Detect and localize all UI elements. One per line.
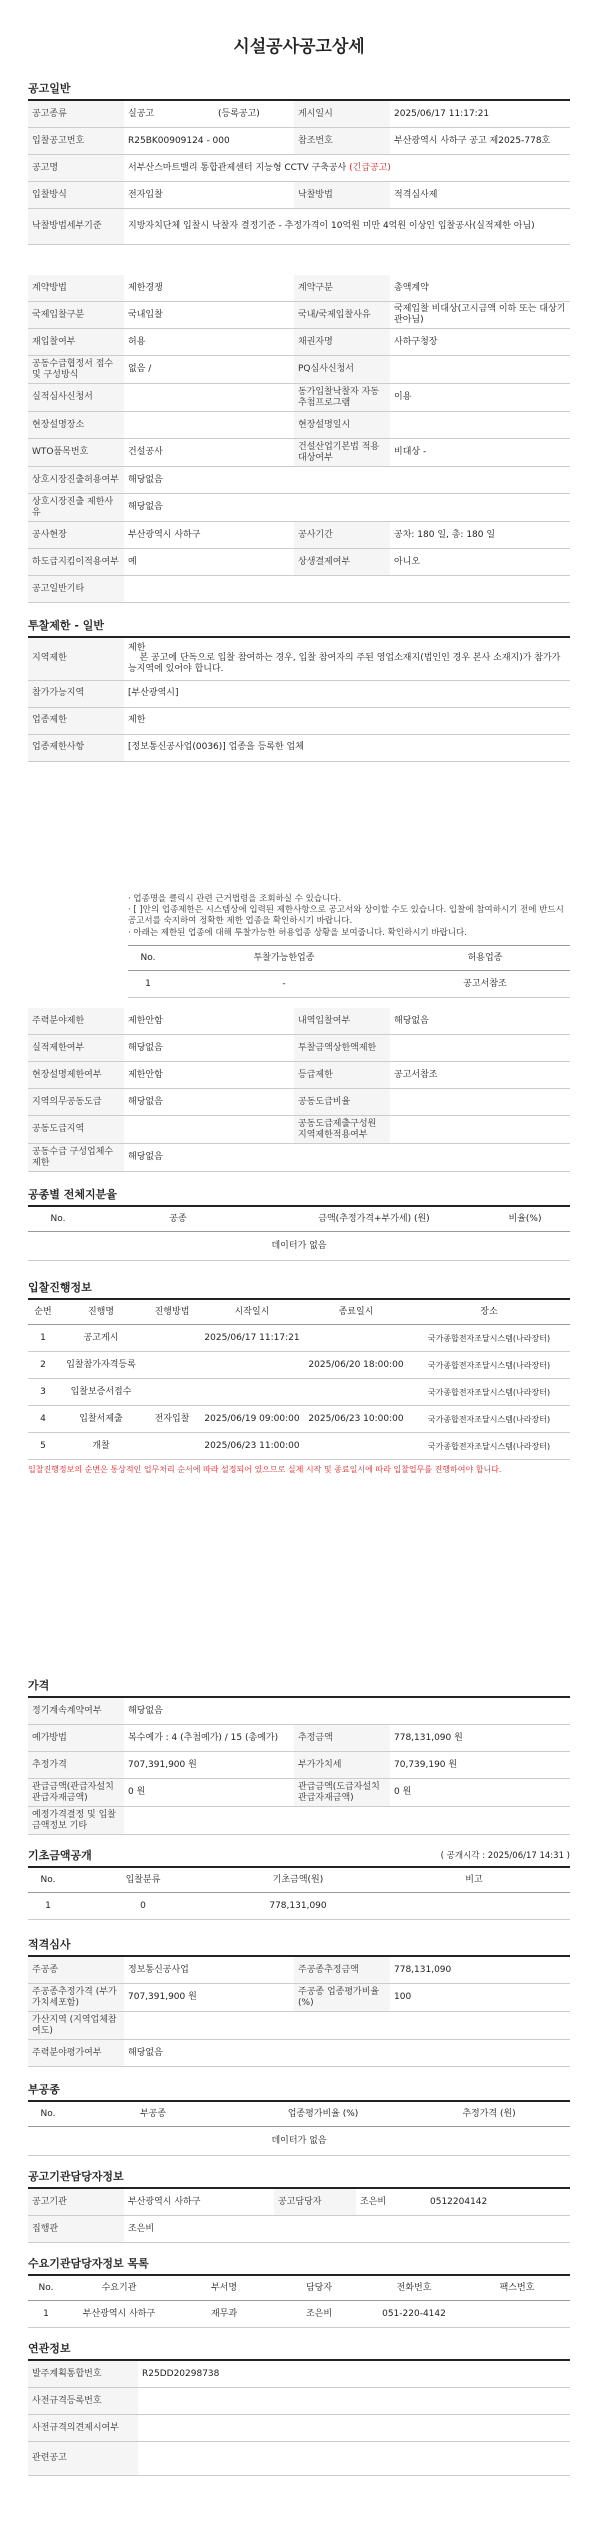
table-row: 공고기관 부산광역시 사하구 공고담당자 조은비 0512204142 [28, 2189, 570, 2216]
limit-hints: · 업종명을 클릭시 관련 근거법령을 조회하실 수 있습니다. · [ ]안의 업종제한은 시스템상에 입력된 제한사항으로 공고서와 상이할 수도 있습니다. 입찰에 참여하시기 전에 반드시 공고서를 숙지하여 정확한 제한 업종을 확인하시기 바랍니다. · 아래는 제한된 업종에 대해 투찰가능한 허용업종 상황을 보여줍니다. 확인하시기 바랍니다. [128, 893, 564, 938]
table-row: 관급금액(관급자설치 관급자재금액) 0 원 관급금액(도급자설치 관급자재금액) 0 원 [28, 1779, 570, 1807]
section-share [28, 1186, 570, 1261]
general-table [28, 101, 570, 245]
general-table-2 [28, 275, 570, 603]
section-title-agency: 공고기관담당자정보 [28, 2168, 570, 2189]
table-row: 공동수급 구성업체수제한 해당없음 [28, 1144, 570, 1172]
related-table [28, 2361, 570, 2476]
section-price [28, 1677, 570, 1835]
table-row: 공동도급지역 공동도급제출구성원 지역제한적용여부 [28, 1116, 570, 1144]
base-open-time: ( 공개시각 : 2025/06/17 14:31 ) [440, 1851, 570, 1862]
table-row: 지역제한 제한 본 공고에 단독으로 입찰 참여하는 경우, 입찰 참여자의 주된 영업소재지(법인인 경우 본사 소재지)가 참가가능지역에 있어야 합니다. [28, 638, 570, 680]
section-title-sub: 부공종 [28, 2081, 570, 2102]
table-row: 참가가능지역 [부산광역시] [28, 680, 570, 707]
page-title: 시설공사공고상세 [233, 37, 365, 57]
table-row: 1 - 공고서참조 [128, 971, 570, 998]
table-row: 주공종추정가격 (부가가치세포함) 707,391,900 원 주공종 업종평가비율(%) 100 [28, 1984, 570, 2012]
table-row: 주력분야평가여부 해당없음 [28, 2040, 570, 2067]
table-row: 하도급지킴이적용여부 예 상생결제여부 아니오 [28, 549, 570, 576]
table-row: 국제입찰구분 국내입찰 국내/국제입찰사유 국제입찰 비대상(고시금액 이하 또는 대상기관아님) [28, 302, 570, 329]
limit-table-2 [28, 1008, 570, 1172]
urgent-tag: (긴급공고) [349, 162, 391, 173]
section-title-qual: 적격심사 [28, 1936, 570, 1957]
progress-note: 입찰진행정보의 순번은 통상적인 업무처리 순서에 따라 설정되어 있으므로 실제 시작 및 종료일시에 따라 입찰업무를 진행하여야 합니다. [28, 1465, 502, 1475]
award-detail-link[interactable]: 지방자치단체 입찰시 낙찰자 결정기준 - 추정가격이 10억원 미만 4억원 이상인 입찰공사(실적제한 아님) [124, 209, 570, 245]
biz-requirement-link[interactable]: [정보통신공사업(0036)] 업종을 등록한 업체 [124, 734, 570, 761]
section-title-general: 공고일반 [28, 80, 570, 101]
table-row: 추정가격 707,391,900 원 부가가치세 70,739,190 원 [28, 1752, 570, 1779]
table-row: 관련공고 [28, 2442, 570, 2476]
order-plan-link[interactable]: R25DD20298738 [138, 2361, 570, 2388]
table-row: 1 공고게시 2025/06/17 11:17:21 국가종합전자조달시스템(나라장터) [28, 1325, 570, 1352]
table-row: 현장설명제한여부 제한안함 등급제한 공고서참조 [28, 1062, 570, 1089]
section-general [28, 80, 570, 603]
table-row: 업종제한 제한 [28, 707, 570, 734]
limit-table [28, 638, 570, 762]
sub-table [28, 2102, 570, 2156]
table-row: 사전규격등록번호 [28, 2388, 570, 2415]
empty-row: 데이터가 없음 [28, 1232, 570, 1261]
table-row: 예정가격결정 및 입찰금액정보 기타 [28, 1807, 570, 1835]
table-row: 발주계획통합번호 R25DD20298738 [28, 2361, 570, 2388]
table-row: 낙찰방법세부기준 지방자치단체 입찰시 낙찰자 결정기준 - 추정가격이 10억원 미만 4억원 이상인 입찰공사(실적제한 아님) [28, 209, 570, 245]
table-row: 지역의무공동도급 해당없음 공동도급비율 [28, 1089, 570, 1116]
demand-table [28, 2276, 570, 2328]
allowed-biz-table [128, 945, 570, 998]
bid-name[interactable]: 서부산스마트밸리 통합관제센터 지능형 CCTV 구축공사 (긴급공고) [124, 155, 570, 182]
price-table [28, 1698, 570, 1835]
table-row: 공동수급협정서 접수 및 구성방식 없음 / PQ심사신청서 [28, 356, 570, 384]
table-row: 2 입찰참가자격등록 2025/06/20 18:00:00 국가종합전자조달시스템(나라장터) [28, 1352, 570, 1379]
table-row: 가산지역 (지역업체참여도) [28, 2012, 570, 2040]
table-row: WTO품목번호 건설공사 건설산업기본법 적용대상여부 비대상 - [28, 439, 570, 467]
section-title-progress: 입찰진행정보 [28, 1279, 570, 1300]
table-row: 실적제한여부 해당없음 투찰금액상한액제한 [28, 1035, 570, 1062]
table-row: 현장설명장소 현장설명일시 [28, 412, 570, 439]
agency-table [28, 2189, 570, 2243]
section-progress [28, 1279, 570, 1479]
table-header: No. 입찰분류 기초금액(원) 비고 [28, 1868, 570, 1893]
table-row: 사전규격의견제시여부 [28, 2415, 570, 2442]
section-title-limit: 투찰제한 - 일반 [28, 617, 570, 638]
table-header: 순번 진행명 진행방법 시작일시 종료일시 장소 [28, 1300, 570, 1325]
table-row: 공고종류 실공고 (등록공고) 게시일시 2025/06/17 11:17:21 [28, 101, 570, 128]
table-row: 상호시장진출허용여부 해당없음 [28, 467, 570, 494]
section-title-demand: 수요기관담당자정보 목록 [28, 2255, 570, 2276]
empty-row: 데이터가 없음 [28, 2127, 570, 2156]
table-row: 4 입찰서제출 전자입찰 2025/06/19 09:00:00 2025/06/23 10:00:00 국가종합전자조달시스템(나라장터) [28, 1406, 570, 1433]
table-row: 실적심사신청서 동가입찰낙찰자 자동추첨프로그램 이용 [28, 384, 570, 412]
table-row: 계약방법 제한경쟁 계약구분 총액계약 [28, 275, 570, 302]
table-header: No. 투찰가능한업종 허용업종 [128, 946, 570, 971]
table-row: 상호시장진출 제한사유 해당없음 [28, 494, 570, 522]
table-row: 집행관 조은비 [28, 2216, 570, 2243]
table-row: 1 부산광역시 사하구 재무과 조은비 051-220-4142 [28, 2301, 570, 2328]
table-row: 공사현장 부산광역시 사하구 공사기간 공차: 180 일, 총: 180 일 [28, 522, 570, 549]
table-row: 공고명 서부산스마트밸리 통합관제센터 지능형 CCTV 구축공사 (긴급공고) [28, 155, 570, 182]
base-table [28, 1868, 570, 1920]
table-row: 재입찰여부 허용 채권자명 사하구청장 [28, 329, 570, 356]
table-header: No. 부공종 업종평가비율 (%) 추정가격 (원) [28, 2102, 570, 2127]
section-related [28, 2340, 570, 2476]
table-row: 주공종 정보통신공사업 주공종추정금액 778,131,090 [28, 1957, 570, 1984]
share-table [28, 1207, 570, 1261]
table-row: 예가방법 복수예가 : 4 (추첨예가) / 15 (총예가) 추정금액 778,131,090 원 [28, 1725, 570, 1752]
section-demand [28, 2255, 570, 2328]
table-header: No. 공종 금액(추정가격+부가세) (원) 비율(%) [28, 1207, 570, 1232]
table-row: 주력분야제한 제한안함 내역입찰여부 해당없음 [28, 1008, 570, 1035]
table-row: 업종제한사항 [정보통신공사업(0036)] 업종을 등록한 업체 [28, 734, 570, 761]
table-row: 입찰공고번호 R25BK00909124 - 000 참조번호 부산광역시 사하구 공고 제2025-778호 [28, 128, 570, 155]
progress-table [28, 1300, 570, 1460]
table-header: No. 수요기관 부서명 담당자 전화번호 팩스번호 [28, 2276, 570, 2301]
section-base [28, 1847, 570, 1920]
section-qual [28, 1936, 570, 2067]
section-sub [28, 2081, 570, 2156]
section-title-base: 기초금액공개 [28, 1847, 570, 1868]
section-limit [28, 617, 570, 1172]
table-row: 5 개찰 2025/06/23 11:00:00 국가종합전자조달시스템(나라장터) [28, 1433, 570, 1460]
table-row: 정기계속계약여부 해당없음 [28, 1698, 570, 1725]
table-row: 3 입찰보증서접수 국가종합전자조달시스템(나라장터) [28, 1379, 570, 1406]
section-title-price: 가격 [28, 1677, 570, 1698]
table-row: 1 0 778,131,090 [28, 1893, 570, 1920]
section-title-related: 연관정보 [28, 2340, 570, 2361]
table-row: 공고일반기타 [28, 576, 570, 603]
section-agency [28, 2168, 570, 2243]
page-wrapper [28, 0, 570, 2476]
section-title-share: 공종별 전체지분율 [28, 1186, 570, 1207]
table-row: 입찰방식 전자입찰 낙찰방법 적격심사제 [28, 182, 570, 209]
qual-table [28, 1957, 570, 2067]
